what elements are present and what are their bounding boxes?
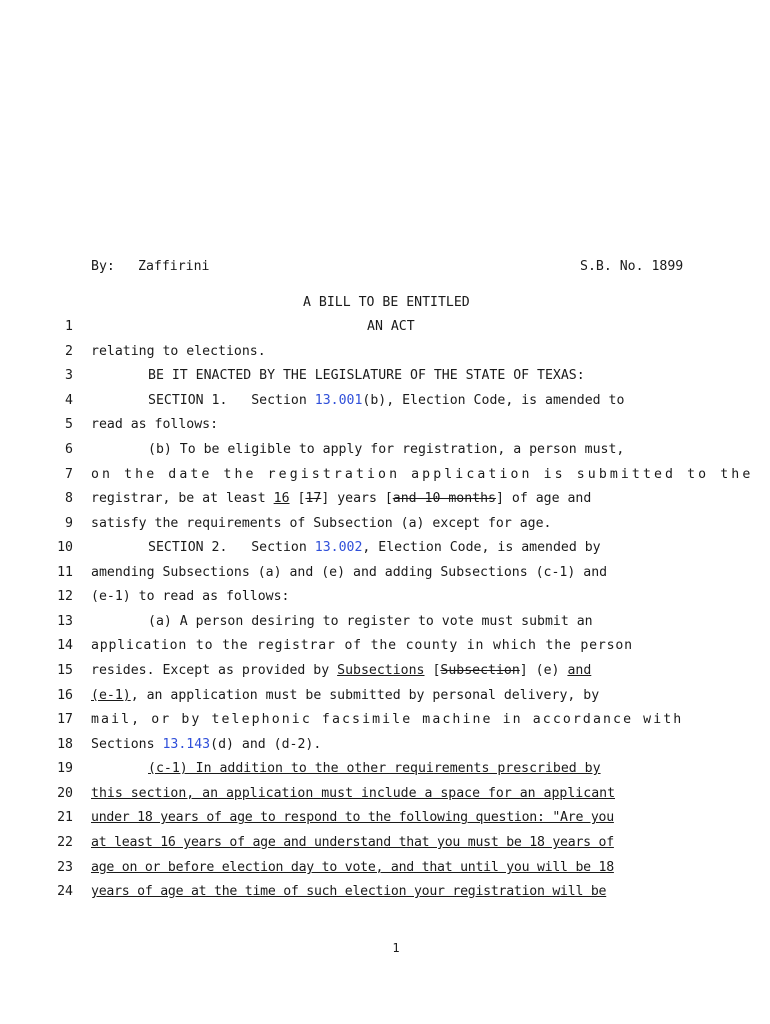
bill-text: under 18 years of age to respond to the following question: "Are you xyxy=(91,810,614,825)
bill-text: (b) To be eligible to apply for registration, a person must, xyxy=(148,442,625,457)
bill-text: [ xyxy=(297,491,306,506)
bill-text: [ xyxy=(432,663,441,678)
line-number: 10 xyxy=(57,540,73,555)
inserted-text xyxy=(91,809,702,827)
bill-text: relating to elections. xyxy=(91,344,266,359)
bill-text: Sections xyxy=(91,737,155,752)
bill-text: , an application must be submitted by personal delivery, by xyxy=(130,688,600,703)
inserted-text: Subsections xyxy=(337,663,425,678)
bill-line xyxy=(91,564,702,582)
enacting-clause xyxy=(91,367,759,385)
inserted-text xyxy=(91,785,702,803)
bill-number: S.B. No. 1899 xyxy=(580,259,684,274)
line-number: 24 xyxy=(57,884,73,899)
deleted-text: Subsection xyxy=(440,663,520,678)
line-number: 8 xyxy=(65,491,73,506)
inserted-text xyxy=(91,760,702,778)
bill-text: years of age at the time of such election your registration will be xyxy=(91,884,607,899)
line-number: 3 xyxy=(65,368,73,383)
bill-text: (e-1) to read as follows: xyxy=(91,589,290,604)
bill-line xyxy=(91,515,702,533)
bill-text: Section xyxy=(251,393,307,408)
bill-text: registrar, be at least xyxy=(91,491,266,506)
bill-text: , Election Code, is amended by xyxy=(362,540,601,555)
inserted-text xyxy=(91,859,702,877)
line-number: 14 xyxy=(57,638,73,653)
inserted-text: and xyxy=(567,663,592,678)
line-number: 5 xyxy=(65,417,73,432)
bill-line xyxy=(91,416,702,434)
bill-title: A BILL TO BE ENTITLED xyxy=(303,295,470,310)
line-number: 23 xyxy=(57,860,73,875)
bill-line xyxy=(91,613,759,631)
bill-line xyxy=(91,687,702,705)
bill-line xyxy=(91,662,702,680)
bill-text: at least 16 years of age and understand that you must be 18 years of xyxy=(91,835,614,850)
statute-link[interactable]: 13.143 xyxy=(162,737,211,752)
line-number: 11 xyxy=(57,565,73,580)
bill-text: ] (e) xyxy=(519,663,560,678)
bill-text: read as follows: xyxy=(91,417,219,432)
inserted-text: 16 xyxy=(273,491,290,506)
page-number: 1 xyxy=(392,941,400,955)
bill-text: ] of age and xyxy=(496,491,592,506)
bill-text: ] years [ xyxy=(321,491,393,506)
line-number: 20 xyxy=(57,786,73,801)
line-number: 22 xyxy=(57,835,73,850)
line-number: 19 xyxy=(57,761,73,776)
line-number: 9 xyxy=(65,516,73,531)
line-number: 1 xyxy=(65,319,73,334)
by-label: By: xyxy=(91,259,115,274)
bill-text: (a) A person desiring to register to vote must submit an xyxy=(148,614,593,629)
bill-text: BE IT ENACTED BY THE LEGISLATURE OF THE STATE OF TEXAS: xyxy=(148,368,585,383)
bill-line xyxy=(91,466,754,484)
bill-text: mail, or by telephonic facsimile machine in accordance with xyxy=(91,712,684,727)
act-heading: AN ACT xyxy=(367,319,415,334)
bill-line xyxy=(91,343,702,361)
line-number: 17 xyxy=(57,712,73,727)
author-name: Zaffirini xyxy=(138,259,210,274)
section-label: SECTION 2. xyxy=(148,540,228,555)
line-number: 13 xyxy=(57,614,73,629)
bill-text: application to the registrar of the county in which the person xyxy=(91,638,633,653)
deleted-text: 17 xyxy=(305,491,322,506)
bill-text: (c-1) In addition to the other requirements prescribed by xyxy=(148,761,601,776)
inserted-text xyxy=(91,883,702,901)
line-number: 2 xyxy=(65,344,73,359)
bill-text: amending Subsections (a) and (e) and adding Subsections (c-1) and xyxy=(91,565,608,580)
bill-text: on the date the registration application is submitted to the xyxy=(91,467,754,482)
inserted-text xyxy=(91,834,702,852)
statute-link[interactable]: 13.002 xyxy=(314,540,363,555)
bill-text: resides. Except as provided by xyxy=(91,663,330,678)
line-number: 15 xyxy=(57,663,73,678)
bill-text: satisfy the requirements of Subsection (a) except for age. xyxy=(91,516,552,531)
bill-line xyxy=(91,711,702,729)
line-number: 12 xyxy=(57,589,73,604)
inserted-text: (e-1) xyxy=(91,688,131,703)
line-number: 16 xyxy=(57,688,73,703)
bill-text: age on or before election day to vote, and that until you will be 18 xyxy=(91,860,614,875)
bill-text: this section, an application must include a space for an applicant xyxy=(91,786,616,801)
line-number: 21 xyxy=(57,810,73,825)
bill-line xyxy=(91,637,702,655)
bill-line xyxy=(91,539,702,557)
line-number: 18 xyxy=(57,737,73,752)
line-number: 6 xyxy=(65,442,73,457)
bill-text: (b), Election Code, is amended to xyxy=(362,393,625,408)
bill-line xyxy=(91,736,702,754)
bill-text: Section xyxy=(251,540,307,555)
deleted-text: and 10 months xyxy=(392,491,496,506)
bill-line xyxy=(91,588,702,606)
bill-line xyxy=(91,490,702,508)
bill-line xyxy=(91,441,759,459)
section-label: SECTION 1. xyxy=(148,393,228,408)
line-number: 7 xyxy=(65,467,73,482)
statute-link[interactable]: 13.001 xyxy=(314,393,363,408)
bill-line xyxy=(91,392,702,410)
line-number: 4 xyxy=(65,393,73,408)
bill-text: (d) and (d-2). xyxy=(210,737,322,752)
